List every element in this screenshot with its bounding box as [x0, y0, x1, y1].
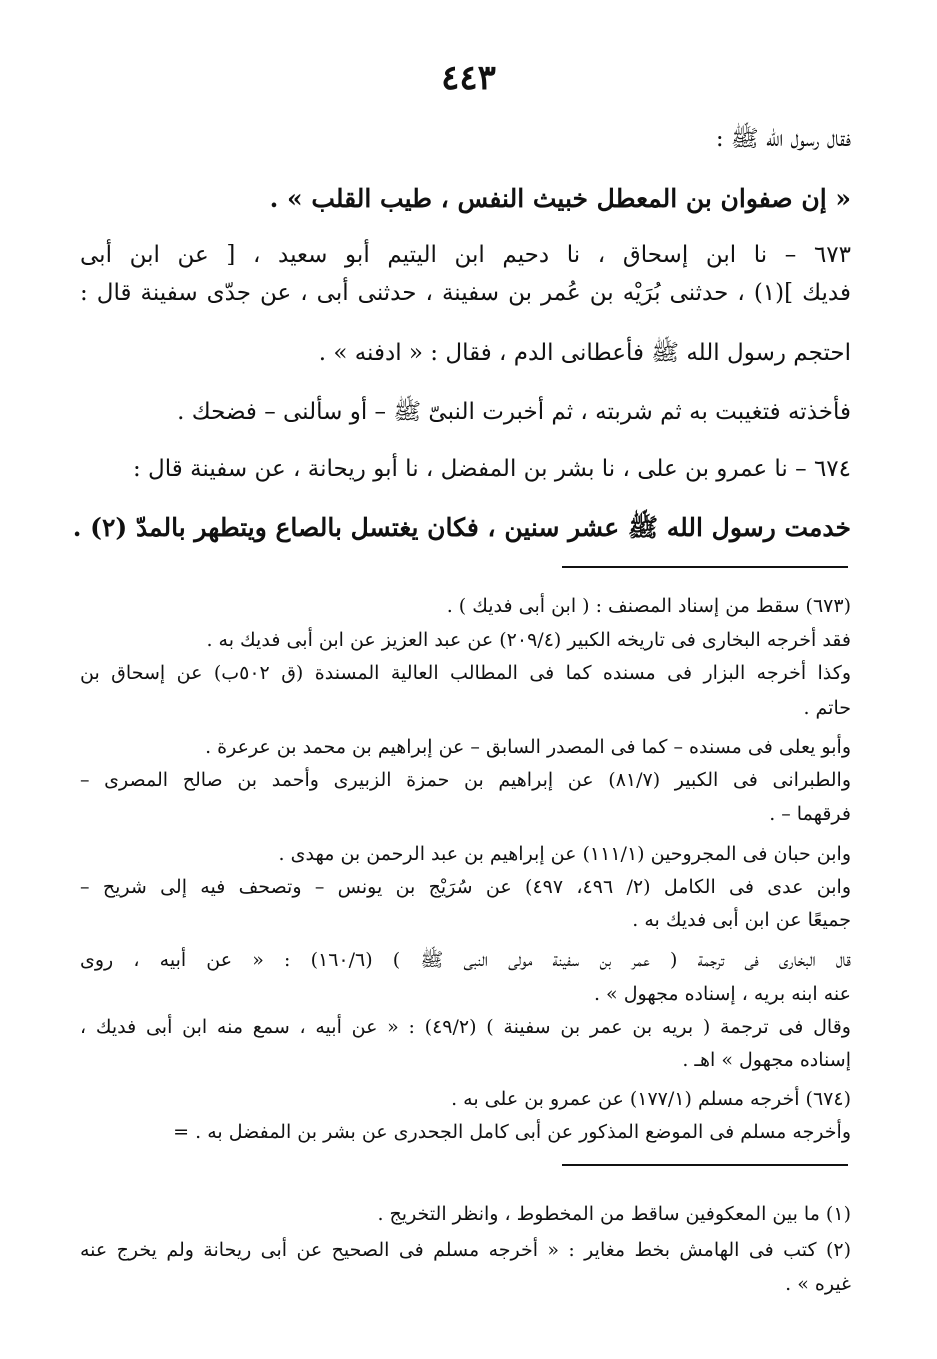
note-line: قال البخارى فى ترجمة ( عمر بن سفينة مولى النبى ﷺ ) (١٦٠/٦) : « عن أبيه ، روى	[80, 949, 851, 971]
note-line: وكذا أخرجه البزار فى مسنده كما فى المطالب العالية المسندة (ق ٥٠٢ب) عن إسحاق بن	[80, 662, 852, 684]
footnotes-divider	[562, 1164, 848, 1166]
notes-divider	[562, 566, 848, 568]
note-line: عنه ابنه بريه ، إسناده مجهول » .	[593, 983, 851, 1005]
main-line: احتجم رسول الله ﷺ فأعطانى الدم ، فقال : « ادفنه » .	[318, 340, 851, 366]
hadith-673-line: ٦٧٣ – نا ابن إسحاق ، نا دحيم ابن اليتيم أبو سعيد ، [ عن ابن أبى	[80, 242, 851, 268]
note-line: وأخرجه مسلم فى الموضع المذكور عن أبى كامل الجحدرى عن بشر بن المفضل به . =	[173, 1121, 851, 1143]
note-line: فقد أخرجه البخارى فى تاريخه الكبير (٢٠٩/٤) عن عبد العزيز عن ابن أبى فديك به .	[206, 629, 851, 651]
footnote-line: غيره » .	[785, 1273, 851, 1295]
note-line: حاتم .	[803, 697, 851, 719]
main-line-bold: خدمت رسول الله ﷺ عشر سنين ، فكان يغتسل بالصاع ويتطهر بالمدّ (٢) .	[72, 513, 851, 542]
note-line: إسناده مجهول » اهـ .	[682, 1049, 851, 1071]
note-line: وقال فى ترجمة ( بريه بن عمر بن سفينة ) (٤٩/٢) : « عن أبيه ، سمع منه ابن أبى فديك ،	[80, 1016, 851, 1038]
note-line: (٦٧٤) أخرجه مسلم (١٧٧/١) عن عمرو بن على به .	[451, 1088, 851, 1110]
hadith-674-line: ٦٧٤ – نا عمرو بن على ، نا بشر بن المفضل ، نا أبو ريحانة ، عن سفينة قال :	[133, 456, 851, 482]
note-line: وابن حبان فى المجروحين (١١١/١) عن إبراهيم بن عبد الرحمن بن مهدى .	[278, 843, 851, 865]
main-line: فأخذته فتغيبت به ثم شربته ، ثم أخبرت النبىّ ﷺ – أو سألنى – فضحك .	[177, 399, 851, 425]
footnote-line: (١) ما بين المعكوفين ساقط من المخطوط ، وانظر التخريج .	[377, 1203, 851, 1225]
note-line: جميعًا عن ابن أبى فديك به .	[632, 909, 851, 931]
main-line: فديك ](١) ، حدثنى بُرَيْه بن عُمر بن سفينة ، حدثنى أبى ، عن جدّى سفينة قال :	[80, 280, 851, 306]
note-line: وأبو يعلى فى مسنده – كما فى المصدر السابق – عن إبراهيم بن محمد بن عرعرة .	[205, 736, 851, 758]
main-line-bold: « إن صفوان بن المعطل خبيث النفس ، طيب القلب » .	[269, 184, 851, 213]
note-line: فرقهما – .	[769, 803, 851, 825]
note-line: وابن عدى فى الكامل (٢/ ٤٩٦، ٤٩٧) عن سُرَيْج بن يونس – وتصحف فيه إلى شريح –	[80, 876, 851, 898]
page-number: ٤٤٣	[441, 58, 496, 98]
footnote-line: (٢) كتب فى الهامش بخط مغاير : « أخرجه مسلم فى الصحيح عن أبى ريحانة ولم يخرج عنه	[80, 1239, 851, 1261]
main-line: فقال رسول الله ﷺ :	[715, 126, 851, 152]
note-line: والطبرانى فى الكبير (٨١/٧) عن إبراهيم بن حمزة الزبيرى وأحمد بن صالح المصرى –	[80, 769, 851, 791]
note-line: (٦٧٣) سقط من إسناد المصنف : ( ابن أبى فديك ) .	[446, 595, 851, 617]
